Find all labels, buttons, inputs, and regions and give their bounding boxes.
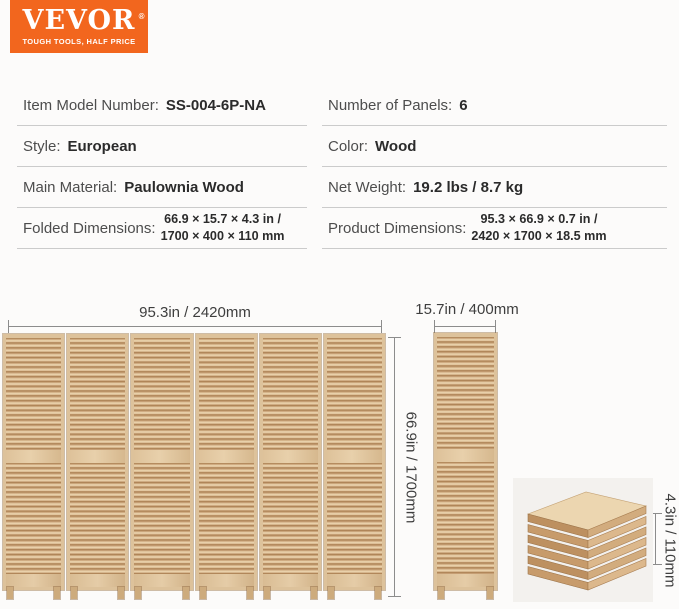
overall-width-dimension-line	[8, 326, 382, 327]
spec-label: Number of Panels:	[328, 96, 453, 114]
overall-width-dimension-label: 95.3in / 2420mm	[139, 304, 251, 321]
panel-bottom-rail	[437, 574, 494, 587]
divider-panel	[196, 334, 257, 590]
louver-section-top	[263, 338, 318, 450]
brand-tagline: TOUGH TOOLS, HALF PRICE	[22, 37, 136, 46]
panel-foot-right	[247, 587, 253, 599]
spec-label: Item Model Number:	[23, 96, 159, 114]
panel-bottom-rail	[134, 574, 189, 587]
divider-panel	[260, 334, 321, 590]
single-panel-width-dimension-line	[434, 326, 496, 327]
spec-value: Paulownia Wood	[124, 178, 244, 196]
folded-thickness-dimension-label: 4.3in / 110mm	[661, 493, 679, 588]
spec-value: European	[67, 137, 137, 155]
spec-row-model-number	[17, 85, 307, 126]
louver-section-top	[327, 338, 382, 450]
panel-foot-left	[438, 587, 444, 599]
spec-row-net-weight	[322, 167, 667, 208]
louver-section-top	[6, 338, 61, 450]
dimension-line-1: 66.9 × 15.7 × 4.3 in /	[164, 212, 281, 226]
divider-panel	[324, 334, 385, 590]
spec-value	[471, 211, 606, 245]
spec-value: SS-004-6P-NA	[165, 96, 266, 114]
louver-section-bottom	[134, 463, 189, 575]
single-panel-view	[434, 333, 497, 590]
vevor-logo	[10, 0, 148, 53]
panel-foot-left	[135, 587, 141, 599]
spec-row-style	[17, 126, 307, 167]
spec-label: Folded Dimensions:	[23, 219, 156, 237]
panel-bottom-rail	[70, 574, 125, 587]
panel-bottom-rail	[6, 574, 61, 587]
panel-middle-rail	[199, 450, 254, 463]
spec-row-number-of-panels	[322, 85, 667, 126]
louver-section-bottom	[327, 463, 382, 575]
spec-column-right	[322, 85, 667, 249]
divider-panel	[3, 334, 64, 590]
height-dimension-label: 66.9in / 1700mm	[402, 411, 420, 524]
divider-panel	[67, 334, 128, 590]
panel-middle-rail	[263, 450, 318, 463]
spec-value: 19.2 lbs / 8.7 kg	[413, 178, 524, 196]
height-dimension-line	[394, 337, 395, 597]
panel-foot-left	[328, 587, 334, 599]
spec-row-main-material	[17, 167, 307, 208]
panel-foot-right	[54, 587, 60, 599]
panel-foot-left	[71, 587, 77, 599]
louver-section-bottom	[70, 463, 125, 575]
room-divider-front-view	[3, 334, 385, 590]
panel-bottom-rail	[199, 574, 254, 587]
registered-trademark-icon: ®	[138, 12, 146, 21]
louver-section-top	[199, 338, 254, 450]
spec-label: Net Weight:	[328, 178, 407, 196]
louver-section-top	[70, 338, 125, 450]
louver-section-bottom	[437, 462, 494, 574]
spec-label: Main Material:	[23, 178, 118, 196]
panel-bottom-rail	[327, 574, 382, 587]
panel-foot-right	[118, 587, 124, 599]
panel-foot-left	[200, 587, 206, 599]
louver-section-top	[437, 337, 494, 449]
spec-row-color	[322, 126, 667, 167]
louver-section-bottom	[263, 463, 318, 575]
panel-foot-left	[7, 587, 13, 599]
spec-label: Color:	[328, 137, 369, 155]
panel-foot-right	[487, 587, 493, 599]
panel-bottom-rail	[263, 574, 318, 587]
dimension-line-1: 95.3 × 66.9 × 0.7 in /	[480, 212, 598, 226]
panel-foot-right	[311, 587, 317, 599]
panel-foot-left	[264, 587, 270, 599]
divider-panel	[434, 333, 497, 590]
folded-stack-view	[513, 478, 653, 602]
brand-name: VEVOR ®	[22, 5, 146, 36]
panel-middle-rail	[134, 450, 189, 463]
louver-section-bottom	[6, 463, 61, 575]
louver-section-bottom	[199, 463, 254, 575]
spec-label: Product Dimensions:	[328, 219, 467, 237]
dimension-line-2: 1700 × 400 × 110 mm	[160, 229, 285, 243]
divider-panel	[131, 334, 192, 590]
spec-value: 6	[459, 96, 468, 114]
single-panel-width-dimension-label: 15.7in / 400mm	[415, 301, 519, 318]
spec-value	[161, 211, 285, 245]
panel-middle-rail	[70, 450, 125, 463]
spec-row-folded-dimensions	[17, 208, 307, 249]
panel-middle-rail	[6, 450, 61, 463]
panel-foot-right	[183, 587, 189, 599]
stacked-panels-illustration	[513, 478, 653, 602]
spec-row-product-dimensions	[322, 208, 667, 249]
spec-column-left	[17, 85, 307, 249]
panel-middle-rail	[327, 450, 382, 463]
panel-middle-rail	[437, 449, 494, 462]
panel-foot-right	[375, 587, 381, 599]
dimension-line-2: 2420 × 1700 × 18.5 mm	[471, 229, 607, 243]
louver-section-top	[134, 338, 189, 450]
folded-thickness-dimension-line	[655, 513, 656, 565]
spec-value: Wood	[375, 137, 417, 155]
spec-label: Style:	[23, 137, 61, 155]
